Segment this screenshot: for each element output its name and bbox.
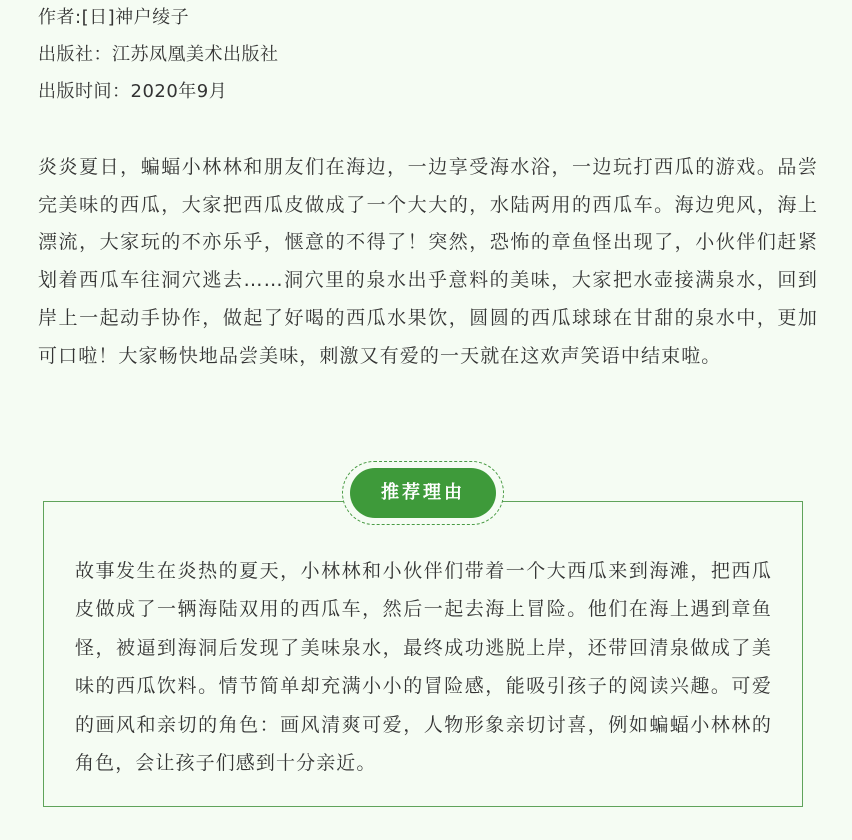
publisher-line: 出版社：江苏凤凰美术出版社: [38, 44, 279, 65]
recommendation-badge-frame: [342, 461, 504, 525]
recommendation-text: 故事发生在炎热的夏天，小林林和小伙伴们带着一个大西瓜来到海滩，把西瓜皮做成了一辆海陆双用的西瓜车，然后一起去海上冒险。他们在海上遇到章鱼怪，被逼到海洞后发现了美味泉水，最终成功逃脱上岸，还带回清泉做成了美味的西瓜饮料。情节简单却充满小小的冒险感，能吸引孩子的阅读兴趣。可爱的画风和亲切的角色：画风清爽可爱，人物形象亲切讨喜，例如蝙蝠小林林的角色，会让孩子们感到十分亲近。: [75, 560, 772, 775]
recommendation-box: [43, 501, 803, 807]
author-line: 作者:[日]神户绫子: [38, 7, 190, 28]
book-info: [38, 3, 818, 114]
recommendation-badge: 推荐理由: [350, 468, 496, 518]
publication-date-line: 出版时间：2020年9月: [38, 81, 228, 102]
story-summary: 炎炎夏日，蝙蝠小林林和朋友们在海边，一边享受海水浴，一边玩打西瓜的游戏。品尝完美味的西瓜，大家把西瓜皮做成了一个大大的，水陆两用的西瓜车。海边兜风，海上漂流，大家玩的不亦乐乎，惬意的不得了！突然，恐怖的章鱼怪出现了，小伙伴们赶紧划着西瓜车往洞穴逃去……洞穴里的泉水出乎意料的美味，大家把水壶接满泉水，回到岸上一起动手协作，做起了好喝的西瓜水果饮，圆圆的西瓜球球在甘甜的泉水中，更加可口啦！大家畅快地品尝美味，刺激又有爱的一天就在这欢声笑语中结束啦。: [38, 156, 818, 367]
